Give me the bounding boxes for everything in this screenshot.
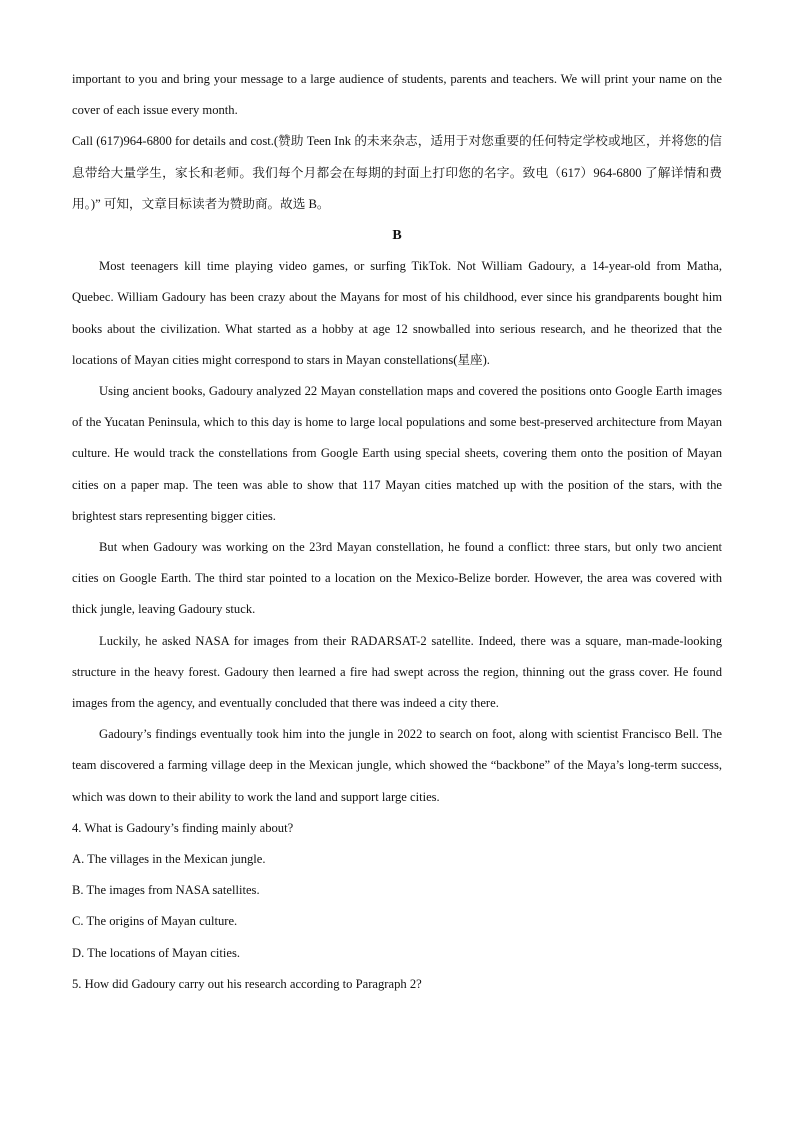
- answer-explanation: Call (617)964-6800 for details and cost.(赞助 Teen Ink 的未来杂志，适用于对您重要的任何特定学校或地区，并将您的信息带给大量学生，家长和老师。我们每个月都会在每期的封面上打印您的名字。致电（617）964-6800 了解详情和费用。)” 可知，文章目标读者为赞助商。故选 B。: [72, 134, 722, 211]
- passage-paragraph-4: Luckily, he asked NASA for images from their RADARSAT-2 satellite. Indeed, there was a square, man-made-looking structure in the heavy forest. Gadoury then learned a fire had swept across the region, thinning out the grass cover. He found images from the agency, and eventually concluded that there was indeed a city there.: [72, 633, 722, 711]
- question-4-option-a: A. The villages in the Mexican jungle.: [72, 852, 266, 867]
- passage-paragraph-2: Using ancient books, Gadoury analyzed 22 Mayan constellation maps and covered the positions onto Google Earth images of the Yucatan Peninsula, which to this day is home to large local populations and some best-preserved architecture from Mayan culture. He would track the constellations from Google Earth using special sheets, covering them onto the position of Mayan cities on a paper map. The teen was able to show that 117 Mayan cities matched up with the position of the stars, with the brightest stars representing bigger cities.: [72, 384, 722, 523]
- question-4-option-d: D. The locations of Mayan cities.: [72, 945, 240, 960]
- question-5-stem: 5. How did Gadoury carry out his research according to Paragraph 2?: [72, 976, 422, 991]
- question-4-option-b: B. The images from NASA satellites.: [72, 883, 260, 898]
- passage-paragraph-1: Most teenagers kill time playing video games, or surfing TikTok. Not William Gadoury, a 14-year-old from Matha, Quebec. William Gadoury has been crazy about the Mayans for most of his childhood, ever since his grandparents bought him books about the civilization. What started as a hobby at age 12 snowballed into serious research, and he theorized that the locations of Mayan cities might correspond to stars in Mayan constellations(星座).: [72, 259, 722, 367]
- question-4-option-c: C. The origins of Mayan culture.: [72, 914, 238, 929]
- passage-paragraph-3: But when Gadoury was working on the 23rd Mayan constellation, he found a conflict: three stars, but only two ancient cities on Google Earth. The third star pointed to a location on the Mexico-Belize border. However, the area was covered with thick jungle, leaving Gadoury stuck.: [72, 540, 722, 617]
- document-page: [72, 64, 722, 1000]
- passage-paragraph-5: Gadoury’s findings eventually took him into the jungle in 2022 to search on foot, along with scientist Francisco Bell. The team discovered a farming village deep in the Mexican jungle, which showed the “backbone” of the Maya’s long-term success, which was down to their ability to work the land and support large cities.: [72, 727, 722, 804]
- question-4-stem: 4. What is Gadoury’s finding mainly about?: [72, 820, 294, 835]
- intro-paragraph: important to you and bring your message to a large audience of students, parents and teachers. We will print your name on the cover of each issue every month.: [72, 72, 722, 118]
- section-heading: B: [392, 228, 402, 244]
